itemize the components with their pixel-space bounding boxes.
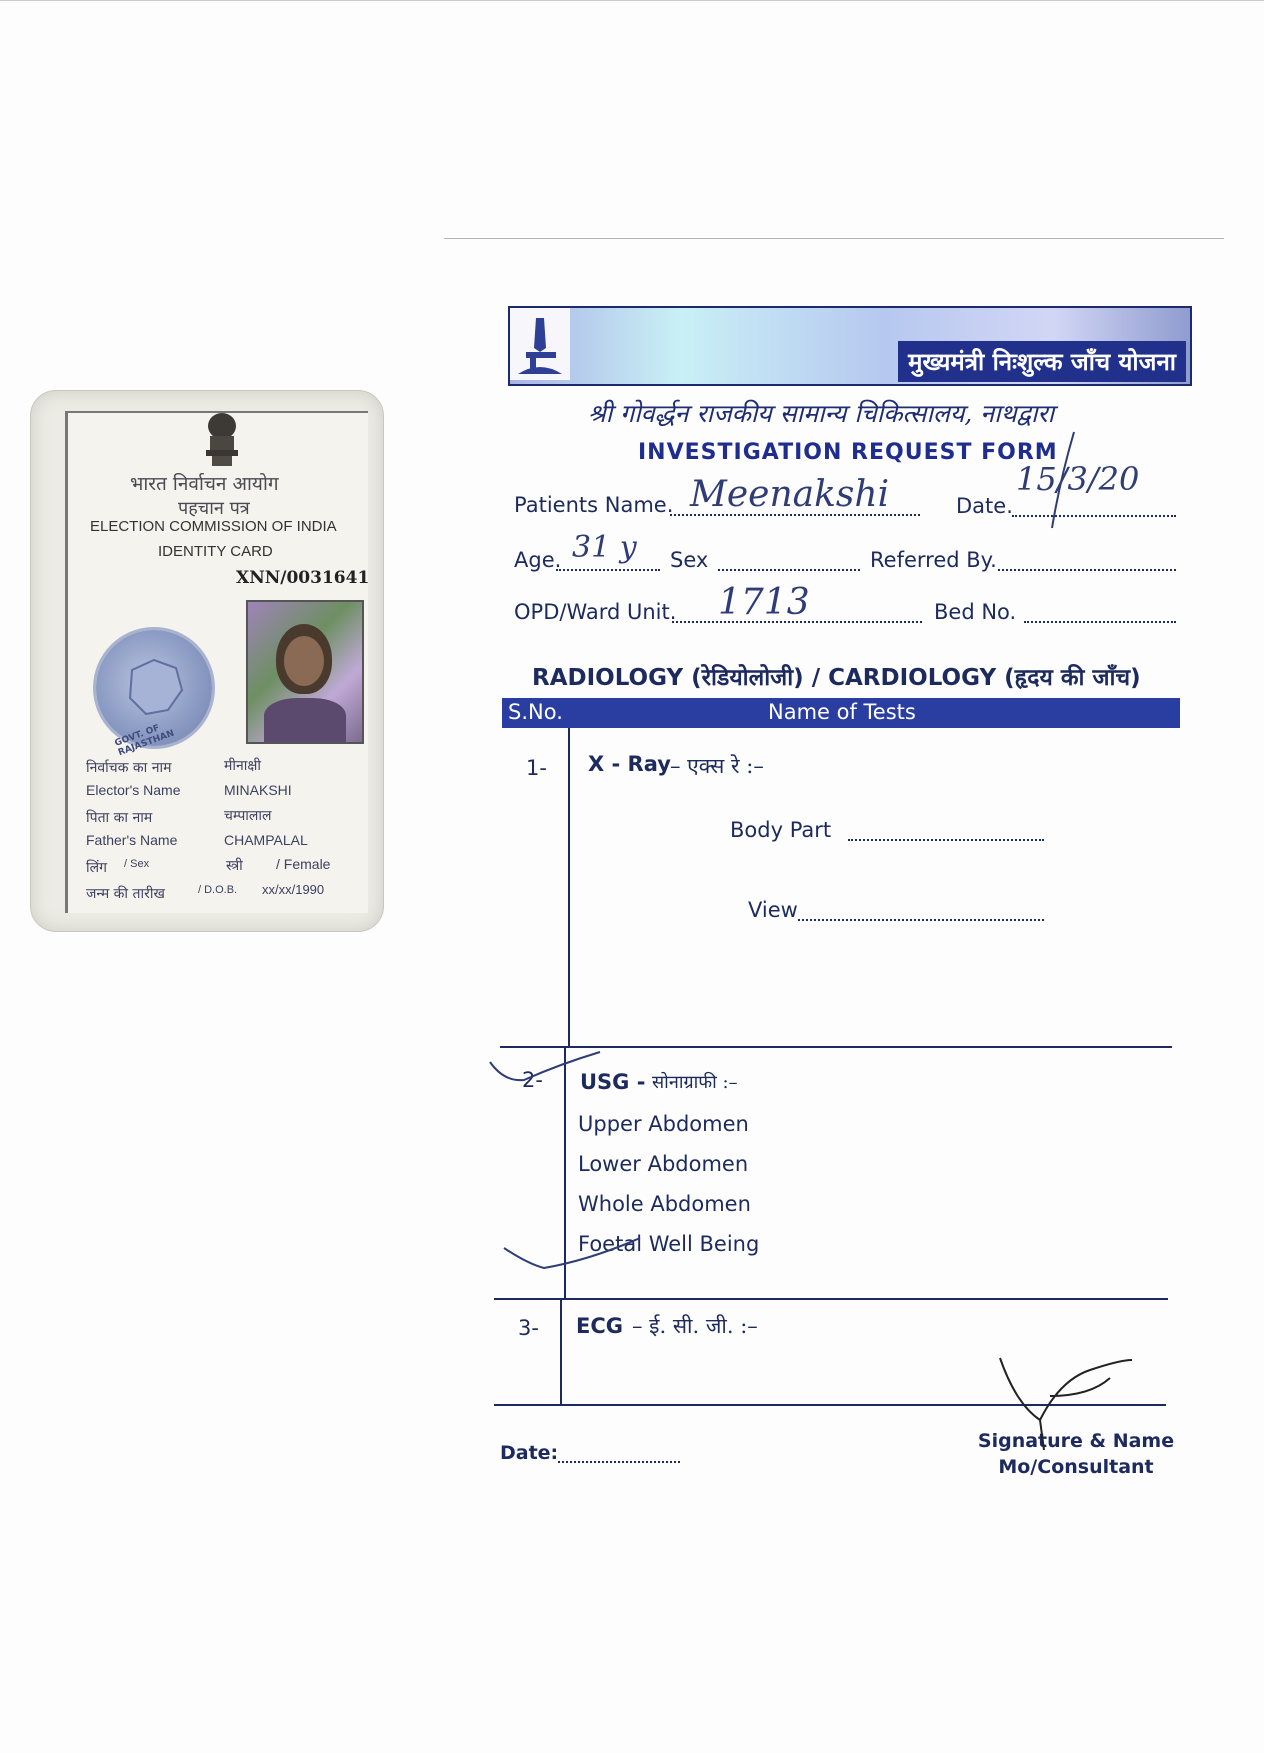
id-authority: ELECTION COMMISSION OF INDIA	[90, 518, 337, 535]
id-authority-hindi: भारत निर्वाचन आयोग	[130, 473, 279, 495]
sex-label: / Sex	[124, 858, 150, 870]
id-card-type: IDENTITY CARD	[158, 543, 273, 560]
footer-date-line[interactable]	[558, 1461, 680, 1463]
table-divider-3	[560, 1300, 562, 1404]
father-name-label-hindi: पिता का नाम	[86, 810, 153, 826]
top-border	[0, 0, 1264, 1]
whole-abdomen-option[interactable]: Whole Abdomen	[578, 1192, 751, 1216]
footer-date-label: Date:	[500, 1442, 559, 1464]
view-line[interactable]	[798, 919, 1044, 921]
bed-no-line[interactable]	[1024, 621, 1176, 623]
row-3-sno: 3-	[518, 1316, 539, 1340]
referred-by-line[interactable]	[998, 569, 1176, 571]
elector-name-label-hindi: निर्वाचक का नाम	[86, 760, 172, 776]
ecg-label: ECG	[576, 1314, 623, 1338]
row-1-sno: 1-	[526, 756, 547, 780]
col-sno: S.No.	[508, 700, 563, 724]
elector-name-label: Elector's Name	[86, 782, 181, 798]
sex-field-label: Sex	[670, 548, 709, 572]
row-2-sno: 2-	[522, 1068, 543, 1092]
signature-label: Signature & Name	[977, 1430, 1175, 1452]
hospital-name: श्री गोवर्द्धन राजकीय सामान्य चिकित्सालय, नाथद्वारा	[588, 399, 1055, 428]
section-heading: RADIOLOGY (रेडियोलोजी) / CARDIOLOGY (हृदय की जाँच)	[532, 665, 1141, 691]
body-part-line[interactable]	[848, 839, 1044, 841]
table-divider-1	[568, 728, 570, 1046]
age-value[interactable]: 31 y	[572, 530, 637, 565]
row-separator-3	[494, 1404, 1166, 1406]
father-name: CHAMPALAL	[224, 832, 308, 848]
sex-label-hindi: लिंग	[86, 860, 107, 876]
patients-name-label: Patients Name.	[514, 493, 674, 517]
body-part-label: Body Part	[730, 818, 832, 842]
date-line	[1012, 515, 1176, 517]
state-seal-hologram	[96, 630, 212, 759]
ecg-label-hindi: – ई. सी. जी. :–	[632, 1314, 758, 1338]
referred-by-label: Referred By.	[870, 548, 997, 572]
row-separator-1	[500, 1046, 1172, 1048]
upper-abdomen-option[interactable]: Upper Abdomen	[578, 1112, 749, 1136]
patients-name-value[interactable]: Meenakshi	[690, 474, 890, 515]
col-tests: Name of Tests	[768, 700, 916, 724]
sex-field-line[interactable]	[718, 569, 860, 571]
scheme-title: मुख्यमंत्री निःशुल्क जाँच योजना	[898, 341, 1186, 382]
sex-value: / Female	[276, 856, 331, 872]
form-title: INVESTIGATION REQUEST FORM	[638, 440, 1058, 465]
id-card-number: XNN/0031641	[236, 568, 370, 588]
dob-label: / D.O.B.	[198, 884, 238, 896]
opd-label: OPD/Ward Unit.	[514, 600, 677, 624]
dob-value: xx/xx/1990	[262, 882, 325, 897]
father-name-hindi: चम्पालाल	[224, 808, 272, 824]
date-value[interactable]: 15/3/20	[1016, 460, 1140, 498]
view-label: View	[748, 898, 798, 922]
form-top-edge	[444, 238, 1224, 239]
microscope-icon	[510, 308, 570, 380]
usg-label: USG -	[580, 1070, 646, 1094]
elector-name: MINAKSHI	[224, 782, 292, 798]
seal-text: GOVT. OF RAJASTHAN	[113, 723, 176, 759]
scheme-banner	[508, 306, 1192, 386]
lower-abdomen-option[interactable]: Lower Abdomen	[578, 1152, 749, 1176]
elector-photo	[246, 600, 364, 744]
usg-label-hindi: सोनाग्राफी :–	[652, 1072, 738, 1093]
bed-no-label: Bed No.	[934, 600, 1017, 624]
elector-name-hindi: मीनाक्षी	[224, 758, 262, 774]
date-label: Date.	[956, 494, 1013, 518]
national-emblem-icon	[200, 410, 244, 470]
tests-table-header	[502, 698, 1180, 728]
sex-hindi: स्त्री	[226, 858, 243, 874]
row-separator-2	[494, 1298, 1168, 1300]
xray-label-hindi: – एक्स रे :–	[670, 754, 764, 778]
father-name-label: Father's Name	[86, 832, 178, 848]
dob-label-hindi: जन्म की तारीख	[86, 886, 165, 902]
xray-label: X - Ray	[588, 752, 671, 776]
opd-value[interactable]: 1713	[718, 582, 810, 623]
foetal-well-being-option[interactable]: Foetal Well Being	[578, 1232, 760, 1256]
age-line	[556, 569, 660, 571]
id-card-hindi: पहचान पत्र	[178, 498, 250, 519]
age-label: Age.	[514, 548, 562, 572]
table-divider-2	[564, 1046, 566, 1300]
consultant-label: Mo/Consultant	[998, 1456, 1154, 1478]
